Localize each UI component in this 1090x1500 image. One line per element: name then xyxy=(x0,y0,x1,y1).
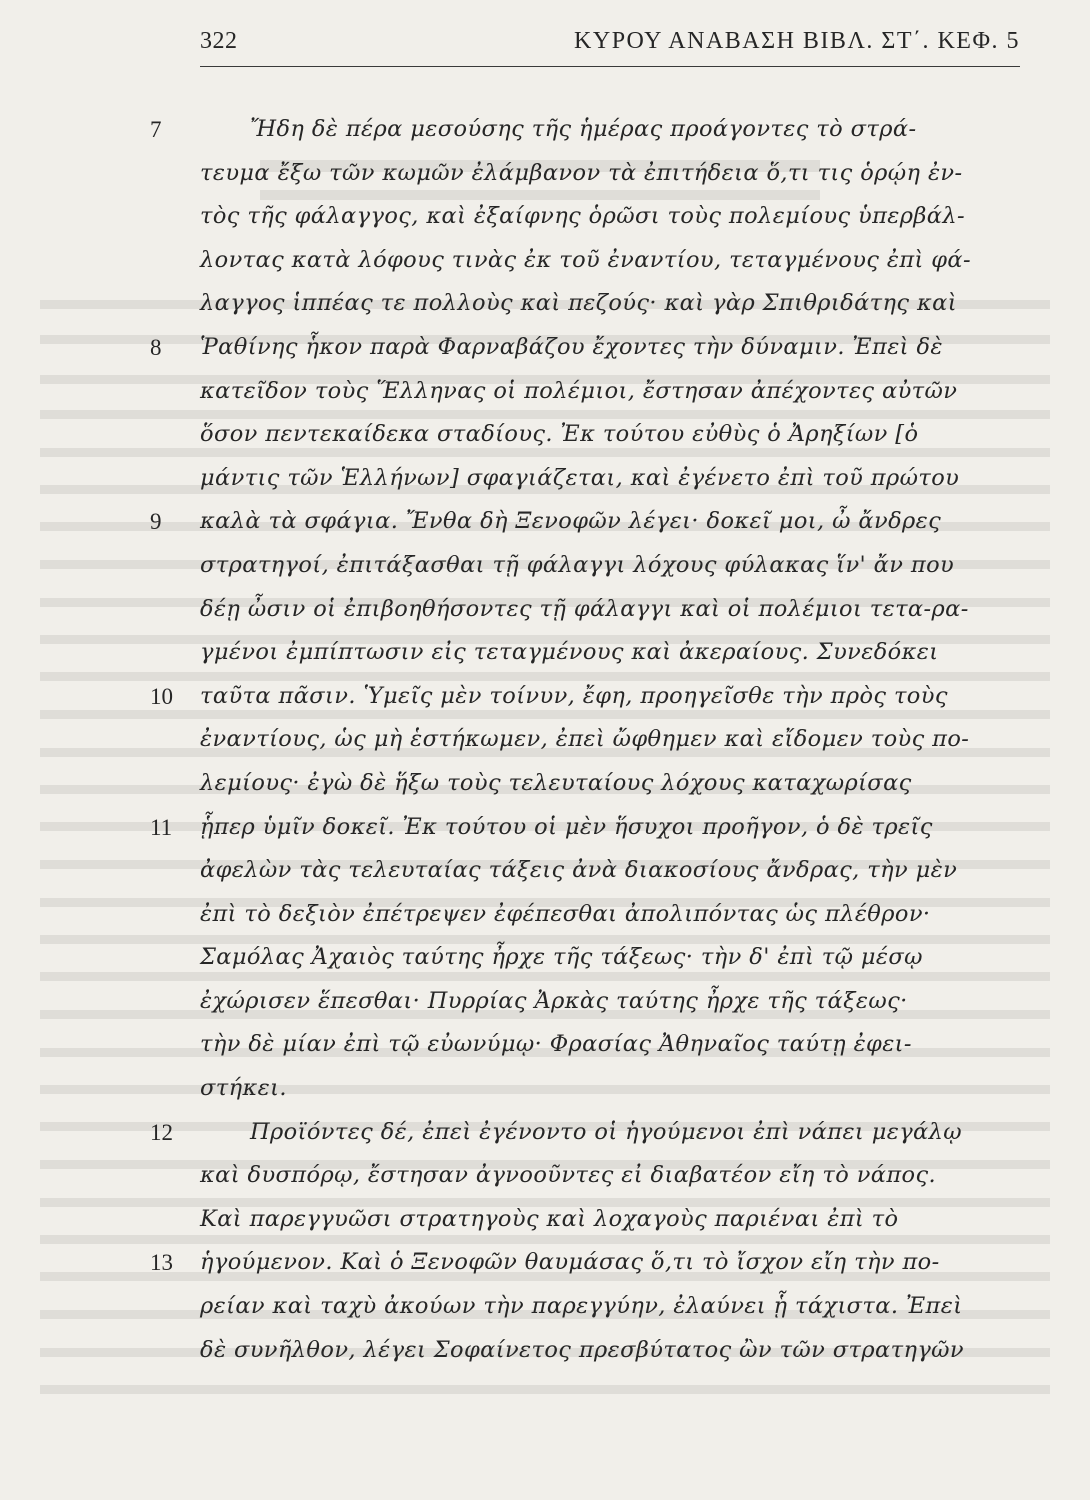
line-text: ρείαν καὶ ταχὺ ἀκούων τὴν παρεγγύην, ἐλαύνει ᾗ τάχιστα. Ἐπεὶ xyxy=(200,1293,963,1320)
text-line xyxy=(200,1329,1045,1373)
text-line xyxy=(150,806,1045,850)
line-text: καὶ δυσπόρῳ, ἔστησαν ἀγνοοῦντες εἰ διαβατέον εἴη τὸ νάπος. xyxy=(200,1162,937,1189)
text-line xyxy=(150,326,1045,370)
section-number: 8 xyxy=(150,334,162,360)
line-text: δέῃ ὦσιν οἱ ἐπιβοηθήσοντες τῇ φάλαγγι καὶ οἱ πολέμιοι τετα-ρα- xyxy=(200,595,969,622)
line-text: Ῥαθίνης ἧκον παρὰ Φαρναβάζου ἔχοντες τὴν δύναμιν. Ἐπεὶ δὲ xyxy=(200,333,943,360)
text-line xyxy=(150,108,1045,152)
text-line xyxy=(200,152,1045,196)
line-text: Ἤδη δὲ πέρα μεσούσης τῆς ἡμέρας προάγοντες τὸ στρά- xyxy=(250,116,917,142)
text-line xyxy=(200,1285,1045,1329)
text-line xyxy=(200,239,1045,283)
line-text: Σαμόλας Ἀχαιὸς ταύτης ἦρχε τῆς τάξεως· τὴν δ' ἐπὶ τῷ μέσῳ xyxy=(200,944,923,971)
text-line xyxy=(200,980,1045,1024)
text-line xyxy=(150,500,1045,544)
text-line xyxy=(200,370,1045,414)
section-number: 11 xyxy=(150,814,173,840)
section-number: 13 xyxy=(150,1250,173,1276)
text-line xyxy=(200,1154,1045,1198)
line-text: Καὶ παρεγγυῶσι στρατηγοὺς καὶ λοχαγοὺς παριέναι ἐπὶ τὸ xyxy=(200,1205,899,1232)
text-line xyxy=(200,1023,1045,1067)
text-line xyxy=(200,893,1045,937)
text-line xyxy=(150,1111,1045,1155)
text-line xyxy=(200,762,1045,806)
line-text: κατεῖδον τοὺς Ἕλληνας οἱ πολέμιοι, ἔστησαν ἀπέχοντες αὐτῶν xyxy=(200,377,958,404)
text-line xyxy=(200,1067,1045,1111)
greek-text-body xyxy=(150,108,1045,1372)
text-line xyxy=(200,1198,1045,1242)
line-text: γμένοι ἐμπίπτωσιν εἰς τεταγμένους καὶ ἀκεραίους. Συνεδόκει xyxy=(200,639,939,666)
text-line xyxy=(200,631,1045,675)
line-text: ἐπὶ τὸ δεξιὸν ἐπέτρεψεν ἐφέπεσθαι ἀπολιπόντας ὡς πλέθρον· xyxy=(200,900,931,927)
section-number: 7 xyxy=(150,117,162,142)
text-line xyxy=(200,457,1045,501)
line-text: ἐναντίους, ὡς μὴ ἑστήκωμεν, ἐπεὶ ὤφθημεν καὶ εἴδομεν τοὺς πο- xyxy=(200,726,970,753)
line-text: ᾗπερ ὑμῖν δοκεῖ. Ἐκ τούτου οἱ μὲν ἥσυχοι προῆγον, ὁ δὲ τρεῖς xyxy=(200,813,933,840)
line-text: μάντις τῶν Ἑλλήνων] σφαγιάζεται, καὶ ἐγένετο ἐπὶ τοῦ πρώτου xyxy=(200,464,960,491)
line-text: ἀφελὼν τὰς τελευταίας τάξεις ἀνὰ διακοσίους ἄνδρας, τὴν μὲν xyxy=(200,857,958,884)
line-text: ὅσον πεντεκαίδεκα σταδίους. Ἐκ τούτου εὐθὺς ὁ Ἀρηξίων [ὁ xyxy=(200,421,919,448)
text-line xyxy=(200,936,1045,980)
line-text: στήκει. xyxy=(200,1075,287,1102)
header-rule xyxy=(200,66,1020,67)
line-text: λαγγος ἱππέας τε πολλοὺς καὶ πεζούς· καὶ γὰρ Σπιθριδάτης καὶ xyxy=(200,290,957,317)
line-text: δὲ συνῆλθον, λέγει Σοφαίνετος πρεσβύτατος ὢν τῶν στρατηγῶν xyxy=(200,1336,965,1363)
line-text: ταῦτα πᾶσιν. Ὑμεῖς μὲν τοίνυν, ἔφη, προηγεῖσθε τὴν πρὸς τοὺς xyxy=(200,682,948,709)
line-text: ἐχώρισεν ἕπεσθαι· Πυρρίας Ἀρκὰς ταύτης ἦρχε τῆς τάξεως· xyxy=(200,987,908,1014)
page-header xyxy=(200,28,1020,62)
text-line xyxy=(200,282,1045,326)
line-text: τὸς τῆς φάλαγγος, καὶ ἐξαίφνης ὁρῶσι τοὺς πολεμίους ὑπερβάλ- xyxy=(200,203,966,230)
line-text: στρατηγοί, ἐπιτάξασθαι τῇ φάλαγγι λόχους φύλακας ἵν' ἄν που xyxy=(200,551,955,578)
line-text: Προϊόντες δέ, ἐπεὶ ἐγένοντο οἱ ἡγούμενοι ἐπὶ νάπει μεγάλῳ xyxy=(250,1118,963,1145)
text-line xyxy=(200,718,1045,762)
page-number: 322 xyxy=(200,28,238,54)
line-text: λεμίους· ἐγὼ δὲ ἥξω τοὺς τελευταίους λόχους καταχωρίσας xyxy=(200,769,912,796)
line-text: λοντας κατὰ λόφους τινὰς ἐκ τοῦ ἐναντίου, τεταγμένους ἐπὶ φά- xyxy=(200,246,972,273)
text-line xyxy=(200,413,1045,457)
running-head: ΚΥΡΟΥ ΑΝΑΒΑΣΗ ΒΙΒΛ. ΣΤ΄. ΚΕΦ. 5 xyxy=(574,28,1020,54)
text-line xyxy=(150,675,1045,719)
text-line xyxy=(200,195,1045,239)
line-text: ἡγούμενον. Καὶ ὁ Ξενοφῶν θαυμάσας ὅ,τι τὸ ἴσχον εἴη τὴν πο- xyxy=(200,1249,940,1276)
line-text: τὴν δὲ μίαν ἐπὶ τῷ εὐωνύμῳ· Φρασίας Ἀθηναῖος ταύτῃ ἐφει- xyxy=(200,1031,912,1058)
text-line xyxy=(200,849,1045,893)
section-number: 9 xyxy=(150,509,162,535)
line-text: τευμα ἔξω τῶν κωμῶν ἐλάμβανον τὰ ἐπιτήδεια ὅ,τι τις ὁρῴη ἐν- xyxy=(200,159,963,186)
section-number: 12 xyxy=(150,1119,173,1145)
section-number: 10 xyxy=(150,683,173,709)
text-line xyxy=(200,588,1045,632)
text-line xyxy=(200,544,1045,588)
text-line xyxy=(150,1241,1045,1285)
line-text: καλὰ τὰ σφάγια. Ἔνθα δὴ Ξενοφῶν λέγει· δοκεῖ μοι, ὦ ἄνδρες xyxy=(200,508,942,535)
